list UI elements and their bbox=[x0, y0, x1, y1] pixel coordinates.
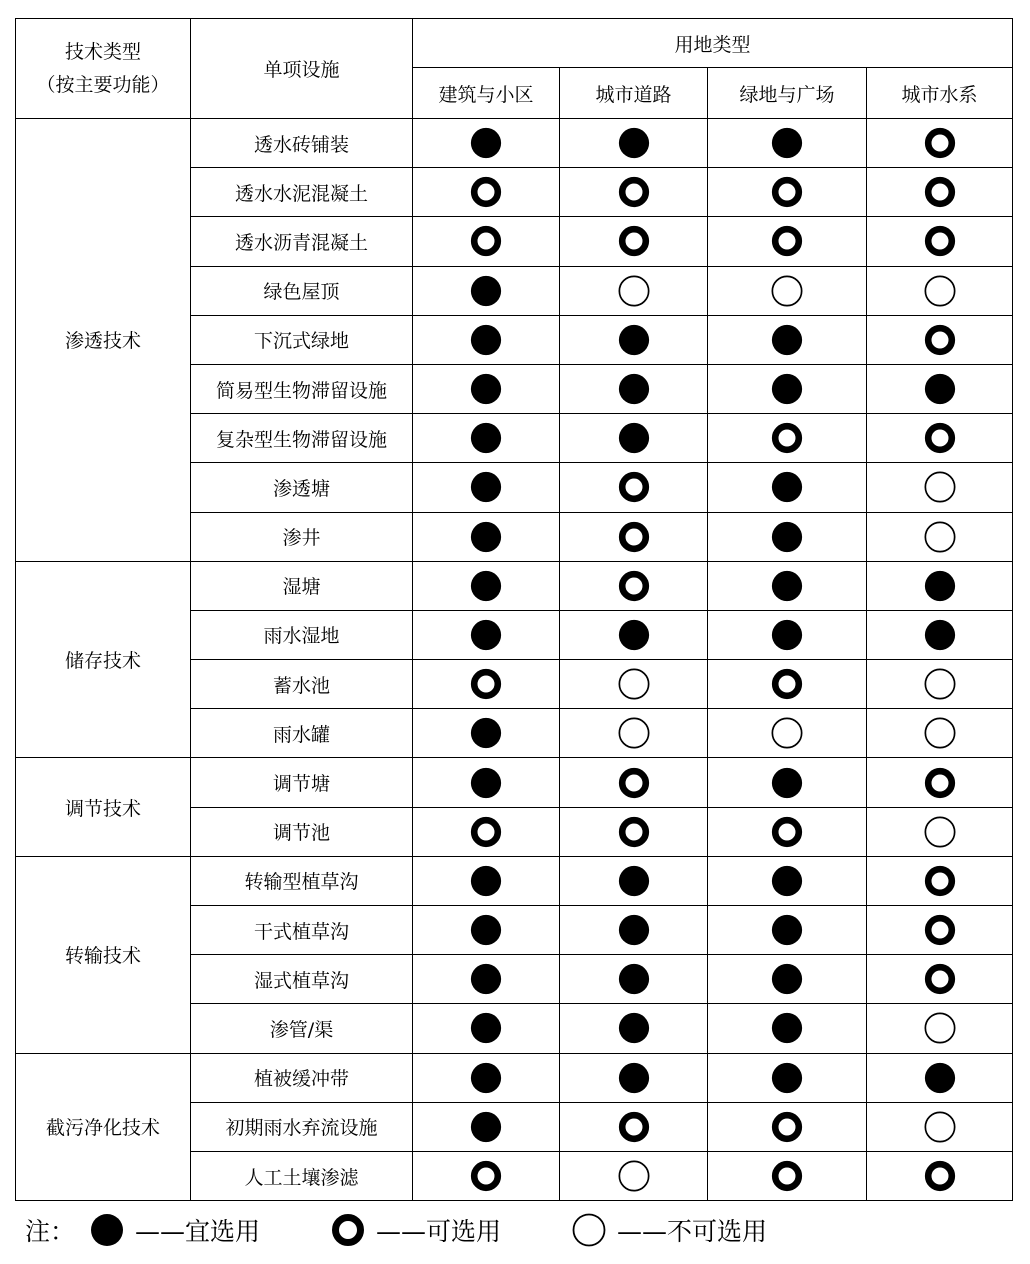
preferred-circle-icon bbox=[770, 1011, 804, 1045]
rating-cell bbox=[413, 610, 560, 659]
rating-cell bbox=[413, 856, 560, 905]
preferred-circle-icon bbox=[469, 913, 503, 947]
preferred-circle-icon bbox=[469, 864, 503, 898]
facility-name: 调节塘 bbox=[191, 758, 413, 807]
optional-ring-icon bbox=[770, 175, 804, 209]
optional-ring-icon bbox=[770, 667, 804, 701]
preferred-circle-icon bbox=[469, 716, 503, 750]
preferred-circle-icon bbox=[770, 913, 804, 947]
rating-cell bbox=[867, 1004, 1013, 1053]
rating-cell bbox=[867, 414, 1013, 463]
optional-ring-icon bbox=[469, 815, 503, 849]
legend-note: 注： bbox=[25, 1217, 76, 1246]
preferred-circle-icon bbox=[770, 520, 804, 554]
rating-cell bbox=[413, 364, 560, 413]
preferred-circle-icon bbox=[617, 913, 651, 947]
facility-name: 初期雨水弃流设施 bbox=[191, 1102, 413, 1151]
optional-ring-icon bbox=[923, 864, 957, 898]
not-applicable-circle-icon bbox=[923, 470, 957, 504]
optional-ring-icon bbox=[923, 962, 957, 996]
facility-name: 雨水湿地 bbox=[191, 610, 413, 659]
rating-cell bbox=[867, 856, 1013, 905]
land-col-header: 绿地与广场 bbox=[708, 68, 867, 119]
not-applicable-circle-icon bbox=[923, 1110, 957, 1144]
optional-ring-icon bbox=[617, 224, 651, 258]
legend-preferred-label: ——宜选用 bbox=[135, 1217, 261, 1246]
tech-group-label: 转输技术 bbox=[16, 856, 191, 1053]
land-col-header: 城市道路 bbox=[560, 68, 708, 119]
preferred-circle-icon bbox=[770, 1061, 804, 1095]
preferred-circle-icon bbox=[617, 323, 651, 357]
rating-cell bbox=[413, 119, 560, 168]
tech-type-header-label: 技术类型 bbox=[64, 41, 141, 64]
table-body bbox=[16, 119, 1013, 1201]
facility-name: 湿塘 bbox=[191, 561, 413, 610]
optional-ring-icon bbox=[923, 421, 957, 455]
rating-cell bbox=[413, 955, 560, 1004]
preferred-circle-icon bbox=[923, 618, 957, 652]
optional-ring-icon bbox=[923, 126, 957, 160]
not-applicable-circle-icon bbox=[571, 1212, 607, 1248]
preferred-circle-icon bbox=[469, 1011, 503, 1045]
rating-cell bbox=[560, 856, 708, 905]
rating-cell bbox=[708, 856, 867, 905]
rating-cell bbox=[708, 807, 867, 856]
rating-cell bbox=[867, 217, 1013, 266]
optional-ring-icon bbox=[923, 323, 957, 357]
rating-cell bbox=[708, 414, 867, 463]
rating-cell bbox=[560, 758, 708, 807]
tech-group-label: 渗透技术 bbox=[16, 119, 191, 562]
preferred-circle-icon bbox=[89, 1212, 125, 1248]
rating-cell bbox=[708, 1102, 867, 1151]
facility-name: 复杂型生物滞留设施 bbox=[191, 414, 413, 463]
preferred-circle-icon bbox=[469, 274, 503, 308]
preferred-circle-icon bbox=[617, 421, 651, 455]
rating-cell bbox=[867, 512, 1013, 561]
optional-ring-icon bbox=[617, 815, 651, 849]
preferred-circle-icon bbox=[770, 372, 804, 406]
land-use-header: 用地类型 bbox=[413, 19, 1013, 68]
optional-ring-icon bbox=[923, 1159, 957, 1193]
facility-name: 干式植草沟 bbox=[191, 906, 413, 955]
rating-cell bbox=[867, 364, 1013, 413]
rating-cell bbox=[560, 709, 708, 758]
rating-cell bbox=[708, 660, 867, 709]
rating-cell bbox=[413, 266, 560, 315]
rating-cell bbox=[708, 955, 867, 1004]
preferred-circle-icon bbox=[469, 421, 503, 455]
rating-cell bbox=[867, 807, 1013, 856]
rating-cell bbox=[560, 266, 708, 315]
optional-ring-icon bbox=[617, 520, 651, 554]
preferred-circle-icon bbox=[469, 766, 503, 800]
optional-ring-icon bbox=[770, 815, 804, 849]
not-applicable-circle-icon bbox=[617, 716, 651, 750]
rating-cell bbox=[867, 906, 1013, 955]
tech-group-label: 调节技术 bbox=[16, 758, 191, 856]
rating-cell bbox=[413, 1004, 560, 1053]
facility-name: 下沉式绿地 bbox=[191, 315, 413, 364]
rating-cell bbox=[560, 315, 708, 364]
facility-name: 绿色屋顶 bbox=[191, 266, 413, 315]
rating-cell bbox=[708, 610, 867, 659]
rating-cell bbox=[867, 1053, 1013, 1102]
rating-cell bbox=[413, 168, 560, 217]
rating-cell bbox=[867, 463, 1013, 512]
not-applicable-circle-icon bbox=[617, 667, 651, 701]
preferred-circle-icon bbox=[469, 520, 503, 554]
rating-cell bbox=[413, 660, 560, 709]
rating-cell bbox=[560, 364, 708, 413]
rating-cell bbox=[560, 217, 708, 266]
rating-cell bbox=[560, 1053, 708, 1102]
rating-cell bbox=[413, 758, 560, 807]
facility-name: 蓄水池 bbox=[191, 660, 413, 709]
preferred-circle-icon bbox=[923, 1061, 957, 1095]
rating-cell bbox=[708, 1004, 867, 1053]
rating-cell bbox=[708, 1053, 867, 1102]
rating-cell bbox=[560, 561, 708, 610]
rating-cell bbox=[867, 315, 1013, 364]
rating-cell bbox=[867, 168, 1013, 217]
legend bbox=[25, 1208, 1015, 1252]
preferred-circle-icon bbox=[770, 962, 804, 996]
rating-cell bbox=[708, 463, 867, 512]
preferred-circle-icon bbox=[770, 618, 804, 652]
rating-cell bbox=[708, 364, 867, 413]
not-applicable-circle-icon bbox=[770, 716, 804, 750]
table-row bbox=[16, 1053, 1013, 1102]
table-row bbox=[16, 119, 1013, 168]
optional-ring-icon bbox=[770, 1159, 804, 1193]
rating-cell bbox=[413, 1102, 560, 1151]
rating-cell bbox=[867, 266, 1013, 315]
not-applicable-circle-icon bbox=[923, 520, 957, 554]
preferred-circle-icon bbox=[770, 864, 804, 898]
preferred-circle-icon bbox=[469, 1061, 503, 1095]
rating-cell bbox=[560, 512, 708, 561]
preferred-circle-icon bbox=[469, 372, 503, 406]
preferred-circle-icon bbox=[617, 1011, 651, 1045]
optional-ring-icon bbox=[617, 470, 651, 504]
preferred-circle-icon bbox=[770, 470, 804, 504]
rating-cell bbox=[560, 463, 708, 512]
facility-name: 简易型生物滞留设施 bbox=[191, 364, 413, 413]
facility-name: 透水砖铺装 bbox=[191, 119, 413, 168]
optional-ring-icon bbox=[469, 175, 503, 209]
tech-type-header bbox=[16, 19, 191, 119]
rating-cell bbox=[560, 119, 708, 168]
preferred-circle-icon bbox=[469, 618, 503, 652]
facility-header: 单项设施 bbox=[191, 19, 413, 119]
rating-cell bbox=[708, 266, 867, 315]
rating-cell bbox=[867, 561, 1013, 610]
rating-cell bbox=[708, 512, 867, 561]
rating-cell bbox=[413, 512, 560, 561]
tech-type-header-sub: （按主要功能） bbox=[36, 73, 170, 96]
optional-ring-icon bbox=[617, 175, 651, 209]
not-applicable-circle-icon bbox=[617, 274, 651, 308]
rating-cell bbox=[413, 463, 560, 512]
facility-name: 渗透塘 bbox=[191, 463, 413, 512]
rating-cell bbox=[708, 561, 867, 610]
rating-cell bbox=[708, 1151, 867, 1200]
not-applicable-circle-icon bbox=[923, 815, 957, 849]
optional-ring-icon bbox=[469, 1159, 503, 1193]
rating-cell bbox=[867, 610, 1013, 659]
facility-name: 转输型植草沟 bbox=[191, 856, 413, 905]
optional-ring-icon bbox=[617, 766, 651, 800]
facility-name: 湿式植草沟 bbox=[191, 955, 413, 1004]
rating-cell bbox=[867, 119, 1013, 168]
rating-cell bbox=[413, 807, 560, 856]
not-applicable-circle-icon bbox=[617, 1159, 651, 1193]
optional-ring-icon bbox=[770, 224, 804, 258]
preferred-circle-icon bbox=[770, 126, 804, 160]
rating-cell bbox=[413, 561, 560, 610]
optional-ring-icon bbox=[469, 224, 503, 258]
table-row bbox=[16, 758, 1013, 807]
rating-cell bbox=[708, 168, 867, 217]
table-row bbox=[16, 561, 1013, 610]
not-applicable-circle-icon bbox=[923, 716, 957, 750]
rating-cell bbox=[560, 1102, 708, 1151]
preferred-circle-icon bbox=[617, 126, 651, 160]
preferred-circle-icon bbox=[617, 1061, 651, 1095]
rating-cell bbox=[413, 414, 560, 463]
rating-cell bbox=[708, 119, 867, 168]
rating-cell bbox=[708, 906, 867, 955]
preferred-circle-icon bbox=[923, 372, 957, 406]
tech-group-label: 储存技术 bbox=[16, 561, 191, 758]
rating-cell bbox=[708, 217, 867, 266]
rating-cell bbox=[560, 1004, 708, 1053]
rating-cell bbox=[413, 1053, 560, 1102]
rating-cell bbox=[560, 1151, 708, 1200]
rating-cell bbox=[867, 758, 1013, 807]
rating-cell bbox=[413, 217, 560, 266]
rating-cell bbox=[560, 414, 708, 463]
facility-name: 透水水泥混凝土 bbox=[191, 168, 413, 217]
land-col-header: 建筑与小区 bbox=[413, 68, 560, 119]
rating-cell bbox=[413, 315, 560, 364]
not-applicable-circle-icon bbox=[923, 667, 957, 701]
preferred-circle-icon bbox=[617, 372, 651, 406]
optional-ring-icon bbox=[923, 175, 957, 209]
optional-ring-icon bbox=[923, 224, 957, 258]
facility-name: 雨水罐 bbox=[191, 709, 413, 758]
optional-ring-icon bbox=[617, 569, 651, 603]
rating-cell bbox=[708, 709, 867, 758]
optional-ring-icon bbox=[770, 1110, 804, 1144]
rating-cell bbox=[560, 168, 708, 217]
rating-cell bbox=[560, 807, 708, 856]
not-applicable-circle-icon bbox=[923, 1011, 957, 1045]
legend-optional-label: ——可选用 bbox=[376, 1217, 502, 1246]
rating-cell bbox=[867, 660, 1013, 709]
preferred-circle-icon bbox=[770, 323, 804, 357]
land-col-header: 城市水系 bbox=[867, 68, 1013, 119]
rating-cell bbox=[560, 660, 708, 709]
optional-ring-icon bbox=[469, 667, 503, 701]
tech-group-label: 截污净化技术 bbox=[16, 1053, 191, 1201]
optional-ring-icon bbox=[330, 1212, 366, 1248]
table-row bbox=[16, 856, 1013, 905]
rating-cell bbox=[867, 955, 1013, 1004]
rating-cell bbox=[413, 1151, 560, 1200]
rating-cell bbox=[867, 1102, 1013, 1151]
facility-name: 调节池 bbox=[191, 807, 413, 856]
preferred-circle-icon bbox=[923, 569, 957, 603]
optional-ring-icon bbox=[617, 1110, 651, 1144]
rating-cell bbox=[413, 906, 560, 955]
preferred-circle-icon bbox=[770, 569, 804, 603]
legend-not-applicable-label: ——不可选用 bbox=[617, 1217, 768, 1246]
preferred-circle-icon bbox=[617, 864, 651, 898]
not-applicable-circle-icon bbox=[770, 274, 804, 308]
rating-cell bbox=[708, 315, 867, 364]
preferred-circle-icon bbox=[617, 618, 651, 652]
rating-cell bbox=[560, 906, 708, 955]
preferred-circle-icon bbox=[469, 126, 503, 160]
not-applicable-circle-icon bbox=[923, 274, 957, 308]
facility-selection-table bbox=[15, 18, 1013, 1201]
preferred-circle-icon bbox=[617, 962, 651, 996]
optional-ring-icon bbox=[923, 913, 957, 947]
facility-name: 人工土壤渗滤 bbox=[191, 1151, 413, 1200]
rating-cell bbox=[708, 758, 867, 807]
preferred-circle-icon bbox=[469, 569, 503, 603]
facility-name: 渗管/渠 bbox=[191, 1004, 413, 1053]
optional-ring-icon bbox=[770, 421, 804, 455]
rating-cell bbox=[560, 955, 708, 1004]
rating-cell bbox=[867, 709, 1013, 758]
rating-cell bbox=[867, 1151, 1013, 1200]
preferred-circle-icon bbox=[770, 766, 804, 800]
preferred-circle-icon bbox=[469, 962, 503, 996]
preferred-circle-icon bbox=[469, 323, 503, 357]
preferred-circle-icon bbox=[469, 1110, 503, 1144]
rating-cell bbox=[560, 610, 708, 659]
preferred-circle-icon bbox=[469, 470, 503, 504]
optional-ring-icon bbox=[923, 766, 957, 800]
facility-name: 渗井 bbox=[191, 512, 413, 561]
facility-name: 透水沥青混凝土 bbox=[191, 217, 413, 266]
facility-name: 植被缓冲带 bbox=[191, 1053, 413, 1102]
rating-cell bbox=[413, 709, 560, 758]
